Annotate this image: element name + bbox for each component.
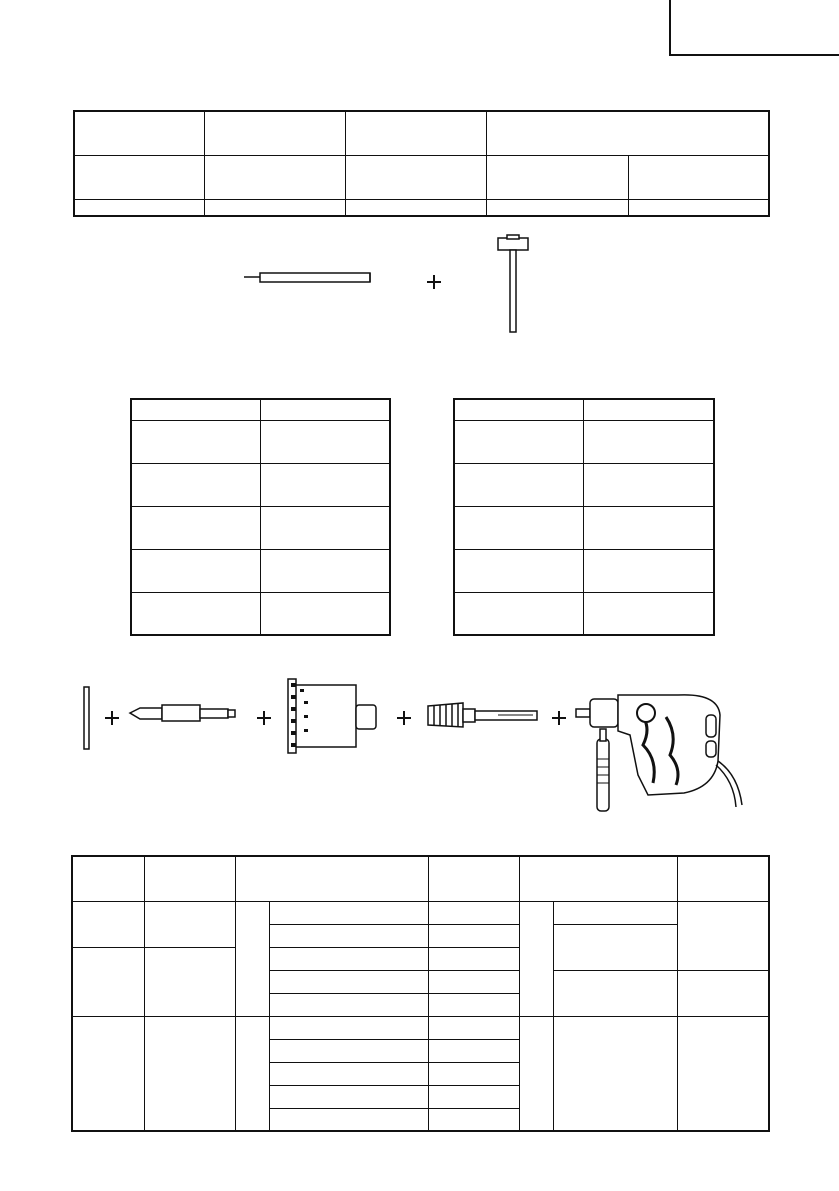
table-row [454,463,714,506]
core-bit-table-left [130,398,391,636]
table-row [454,592,714,635]
table-cell [131,463,260,506]
table-cell [428,947,519,970]
core-bit-icon [288,679,376,753]
table-cell [583,592,714,635]
table-cell [428,856,519,901]
table-row [131,506,390,549]
table-cell [553,924,677,970]
table-cell [454,592,583,635]
table-cell [428,993,519,1016]
table-cell [204,199,345,216]
table-cell [553,970,677,1016]
table-cell [131,399,260,420]
table-cell [131,420,260,463]
table-cell [269,1039,428,1062]
table-cell [144,1016,235,1131]
top-spec-table [73,110,770,217]
table-cell [74,199,204,216]
table-cell [269,1108,428,1131]
table-cell [677,901,769,970]
table-cell [519,1016,553,1131]
table-row [72,1016,769,1039]
table-cell [583,399,714,420]
table-cell [72,947,144,1016]
table-cell [204,155,345,199]
table-cell [454,463,583,506]
table-row [131,592,390,635]
table-cell [269,1016,428,1039]
table-cell [583,463,714,506]
plus-icon [257,711,271,725]
table-cell [269,1085,428,1108]
table-row [131,463,390,506]
table-cell [519,856,677,901]
table-row [454,399,714,420]
table-cell [235,856,428,901]
hammer-icon [498,235,528,332]
table-header-row [72,856,769,901]
center-pin-rod-icon [244,273,370,282]
shank-adapter-icon [428,703,537,727]
table-cell [583,549,714,592]
table-cell [428,924,519,947]
table-cell [345,155,486,199]
language-tab [669,0,839,56]
table-cell [677,970,769,1016]
table-cell [454,420,583,463]
table-cell [628,199,769,216]
table-cell [260,463,390,506]
table-row [454,420,714,463]
table-row [131,399,390,420]
combination-table [71,855,770,1132]
assembly-figure [78,665,758,825]
table-row [74,155,769,199]
table-cell [72,856,144,901]
table-row [454,549,714,592]
table-row [72,901,769,924]
table-cell [583,420,714,463]
table-cell [677,856,769,901]
table-cell [454,399,583,420]
table-cell [583,506,714,549]
table-cell [269,970,428,993]
table-cell [204,111,345,155]
table-cell [235,1016,269,1131]
table-row [131,420,390,463]
table-cell [628,155,769,199]
table-cell [74,111,204,155]
table-cell [131,506,260,549]
language-tab-label [671,0,839,18]
table-cell [553,901,677,924]
table-cell [428,1108,519,1131]
guide-plate-icon [84,687,89,749]
table-cell [486,199,628,216]
table-cell [269,924,428,947]
table-cell [72,1016,144,1131]
table-cell [454,506,583,549]
table-cell [486,111,769,155]
table-cell [144,947,235,1016]
core-bit-table-right [453,398,715,636]
table-cell [235,901,269,1016]
plus-icon [397,711,411,725]
table-cell [345,199,486,216]
table-cell [428,1085,519,1108]
table-cell [260,420,390,463]
pin-rod-and-hammer-figure [240,230,540,340]
table-cell [428,1016,519,1039]
table-cell [454,549,583,592]
table-cell [345,111,486,155]
table-cell [553,1016,677,1131]
plus-icon [105,711,119,725]
table-cell [144,901,235,947]
table-cell [428,901,519,924]
table-cell [260,549,390,592]
table-cell [269,947,428,970]
table-cell [72,901,144,947]
table-cell [486,155,628,199]
center-pin-icon [130,705,235,721]
table-cell [428,1039,519,1062]
table-cell [144,856,235,901]
table-cell [131,592,260,635]
table-cell [260,506,390,549]
table-cell [131,549,260,592]
table-cell [428,1062,519,1085]
table-row [74,111,769,155]
plus-icon [552,711,566,725]
table-cell [269,1062,428,1085]
table-row [454,506,714,549]
table-cell [519,901,553,1016]
rotary-hammer-drill-icon [576,695,742,811]
plus-icon [427,275,441,289]
table-row [74,199,769,216]
table-cell [269,901,428,924]
table-cell [74,155,204,199]
table-cell [260,399,390,420]
table-cell [269,993,428,1016]
table-cell [260,592,390,635]
table-cell [428,970,519,993]
table-row [131,549,390,592]
table-cell [677,1016,769,1131]
